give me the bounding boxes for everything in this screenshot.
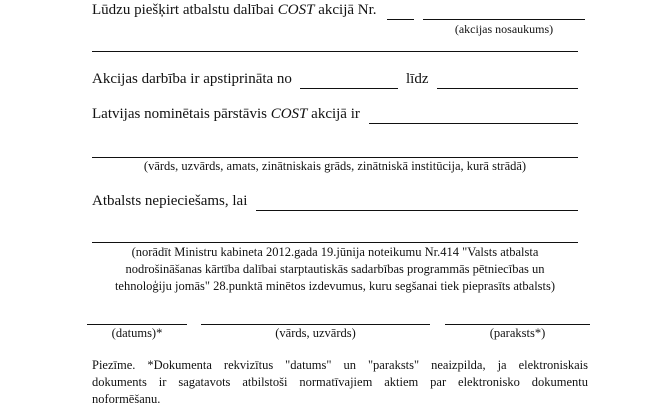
representative-caption: (vārds, uzvārds, amats, zinātniskais grāds, zinātniskā institūcija, kurā strādā) [143,159,527,173]
support-caption-line: (norādīt Ministru kabineta 2012.gada 19.jūnija noteikumu Nr.414 "Valsts atbalsta [131,245,539,259]
representative-text: Latvijas nominētais pārstāvis [92,106,271,122]
until-label: līdz [406,71,429,87]
footnote-line: dokuments ir sagatavots atbilstoši normatīvajiem aktiem par elektronisko dokumentu [92,375,588,389]
date-from-field[interactable] [300,88,398,89]
name-signature-field[interactable] [201,324,430,325]
support-purpose-field[interactable] [256,210,578,211]
cost-label: COST [270,106,308,122]
cost-label: COST [277,2,315,18]
support-needed-label: Atbalsts nepieciešams, lai [92,193,248,209]
action-name-field[interactable] [423,19,585,20]
action-name-caption: (akcijas nosaukums) [454,22,554,36]
action-number-field[interactable] [387,19,414,20]
request-text: Lūdzu piešķirt atbalstu dalībai [92,2,278,18]
representative-field[interactable] [369,123,578,124]
action-name-continued-field[interactable] [92,51,578,52]
signature-field[interactable] [445,324,590,325]
support-caption-line: nodrošināšanas kārtība dalībai starptautiskās sadarbības programmās pētniecības un [125,262,545,276]
representative-action-label: akcijā ir [307,106,360,122]
footnote-line: Piezīme. *Dokumenta rekvizītus "datums" un "paraksts" neaizpilda, ja elektroniskais [92,358,588,372]
approved-from-label: Akcijas darbība ir apstiprināta no [92,71,292,87]
signature-caption: (paraksts*) [489,326,546,340]
name-caption: (vārds, uzvārds) [275,326,356,340]
footnote-line: noformēšanu. [92,392,161,406]
support-caption-line: tehnoloģiju jomās" 28.punktā minētos izdevumus, kuru segšanai tiek pieprasīts atbalsts) [114,279,556,293]
request-sentence [92,2,377,19]
support-caption [92,244,578,295]
date-to-field[interactable] [437,88,578,89]
date-signature-field[interactable] [87,324,187,325]
representative-sentence [92,106,360,123]
action-number-label: akcijā Nr. [314,2,377,18]
representative-details-field[interactable] [92,157,578,158]
support-purpose-continued-field[interactable] [92,242,578,243]
date-caption: (datums)* [111,326,163,340]
footnote [92,357,588,408]
